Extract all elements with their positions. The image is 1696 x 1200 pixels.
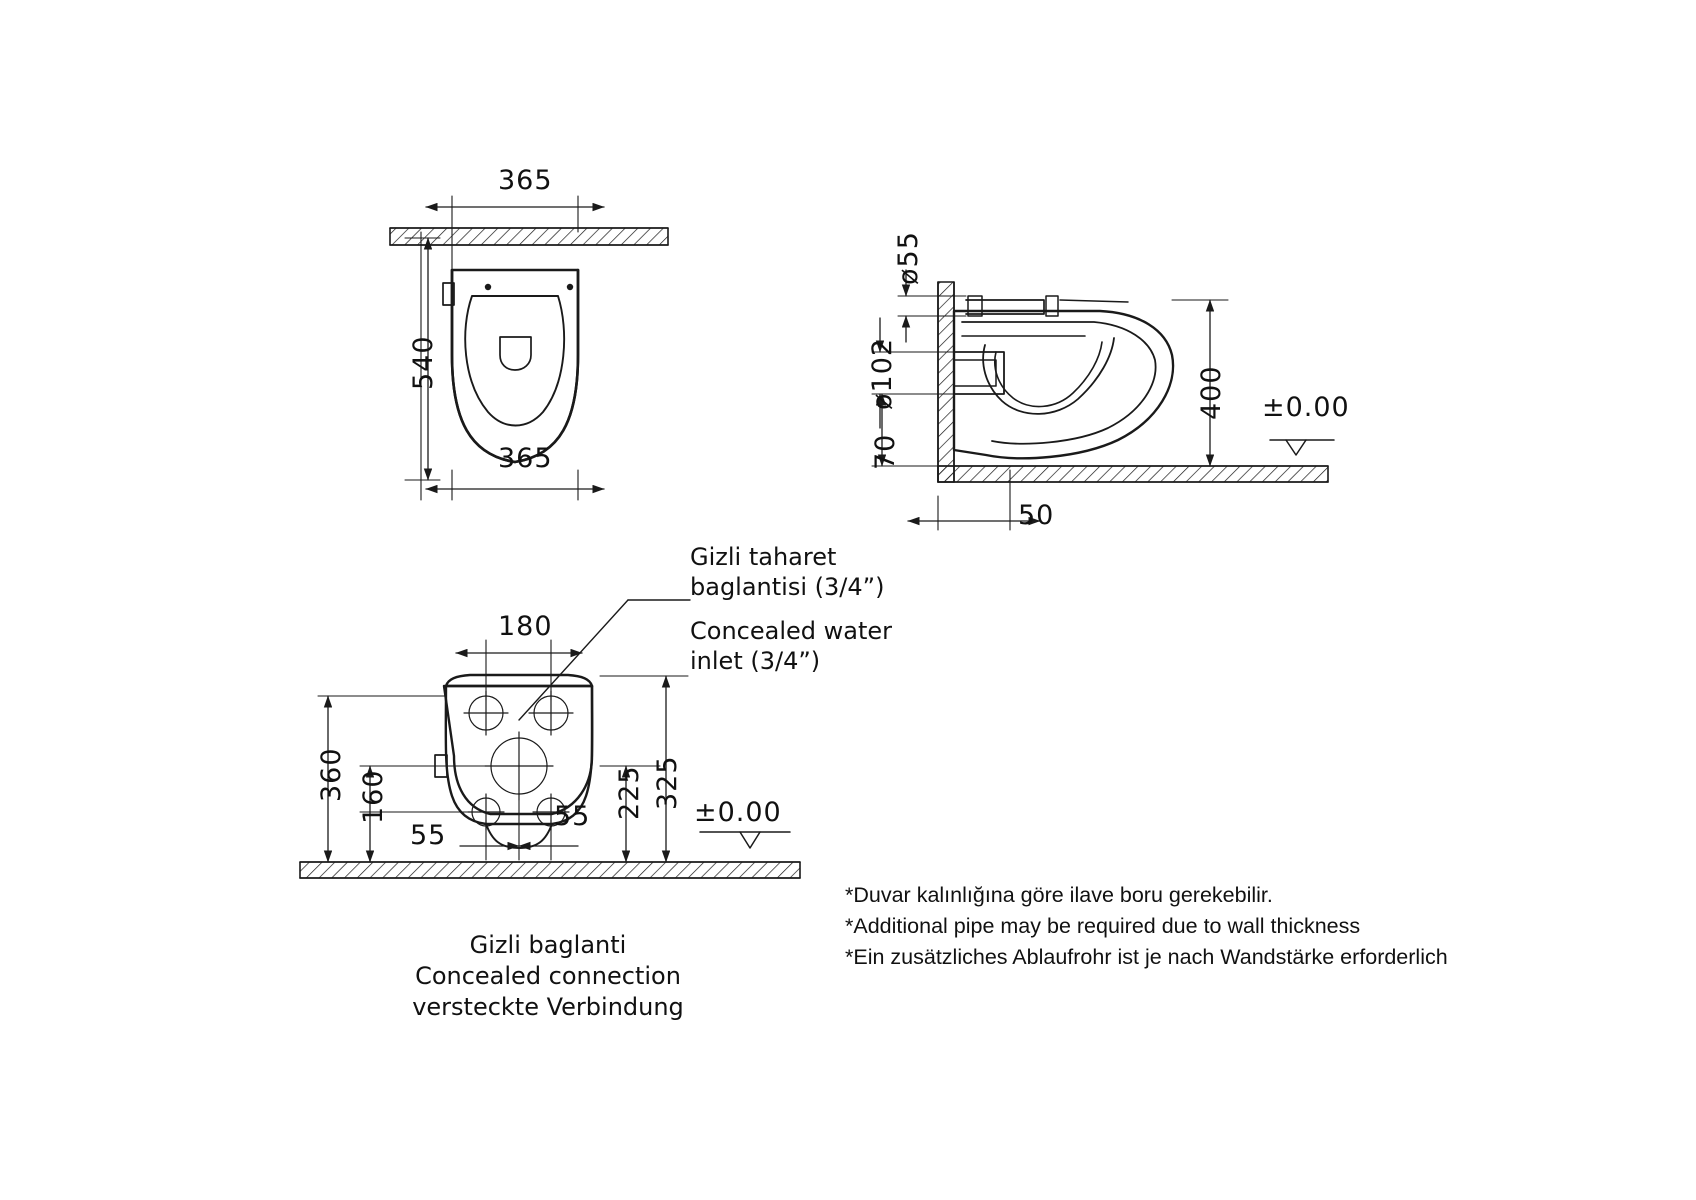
dim-side-datum: ±0.00 xyxy=(1262,392,1350,423)
dim-front-height-325: 325 xyxy=(652,755,683,810)
dim-front-height-160: 160 xyxy=(358,769,389,824)
concealed-connection-caption xyxy=(398,930,698,1023)
inlet-label-en-line1: Concealed water xyxy=(690,617,892,645)
dim-plan-bottom-width: 365 xyxy=(498,443,553,474)
dim-side-outlet-dia: ø55 xyxy=(893,231,924,285)
dim-front-height-225: 225 xyxy=(614,765,645,820)
dim-front-left-55: 55 xyxy=(410,820,447,851)
dim-plan-top-width: 365 xyxy=(498,165,553,196)
footnote-en: *Additional pipe may be required due to wall thickness xyxy=(845,914,1361,938)
footnote-tr: *Duvar kalınlığına göre ilave boru gerekebilir. xyxy=(845,883,1273,907)
dim-front-width-180: 180 xyxy=(498,611,553,642)
caption-de: versteckte Verbindung xyxy=(412,993,684,1021)
inlet-label-tr-line1: Gizli taharet xyxy=(690,543,837,571)
dim-front-datum: ±0.00 xyxy=(694,797,782,828)
dim-front-height-360: 360 xyxy=(316,747,347,802)
dim-side-depth-50: 50 xyxy=(1018,500,1055,531)
caption-en: Concealed connection xyxy=(415,962,681,990)
caption-tr: Gizli baglanti xyxy=(469,931,627,959)
footnotes xyxy=(845,880,1448,973)
inlet-label-tr-line2: baglantisi (3/4”) xyxy=(690,573,885,601)
dim-side-height-70: 70 xyxy=(870,433,901,470)
datum-symbol-side xyxy=(1270,440,1334,455)
dim-plan-height: 540 xyxy=(408,335,439,390)
dim-side-inlet-dia: ø102 xyxy=(867,337,898,410)
dim-front-right-55: 55 xyxy=(554,801,591,832)
dim-side-height-400: 400 xyxy=(1196,365,1227,420)
concealed-inlet-label xyxy=(690,542,892,676)
inlet-label-spacer xyxy=(690,602,892,616)
datum-symbol-front xyxy=(700,832,790,848)
footnote-de: *Ein zusätzliches Ablaufrohr ist je nach Wandstärke erforderlich xyxy=(845,945,1448,969)
inlet-label-en-line2: inlet (3/4”) xyxy=(690,647,821,675)
